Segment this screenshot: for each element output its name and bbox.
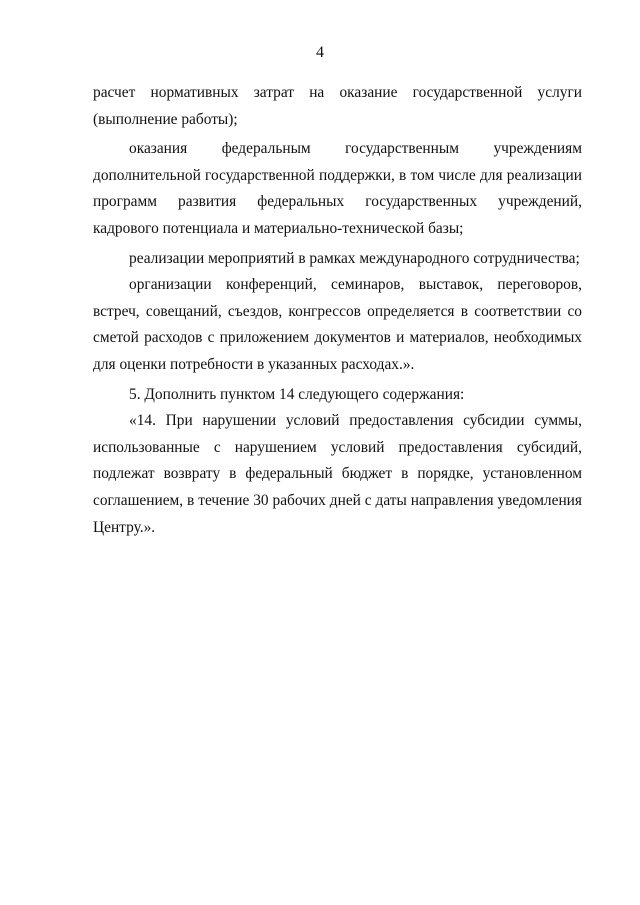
paragraph-conferences-estimate: организации конференций, семинаров, выставок, переговоров, встреч, совещаний, съездов, конгрессов определяется в соответствии со сметой расходов с приложением документов и материалов, необходимых для оценки потребности в указанных расходах.». <box>93 276 582 373</box>
paragraph-international-cooperation: реализации мероприятий в рамках международного сотрудничества; <box>129 249 580 267</box>
paragraph-clause-14: «14. При нарушении условий предоставления субсидии суммы, использованные с нарушением условий предоставления субсидий, подлежат возврату в федеральный бюджет в порядке, установленном соглашением, в течение 30 рабочих дней с даты направления уведомления Центру.». <box>93 412 582 536</box>
page-number: 4 <box>316 44 324 61</box>
document-body <box>93 80 582 541</box>
paragraph-calculation-costs: расчет нормативных затрат на оказание государственной услуги (выполнение работы); <box>93 84 582 128</box>
paragraph-additional-support: оказания федеральным государственным учреждениям дополнительной государственной поддержки, в том числе для реализации программ развития федеральных государственных учреждений, кадрового потенциала и материально-технической базы; <box>93 140 582 237</box>
paragraph-amendment-point-5: 5. Дополнить пунктом 14 следующего содержания: <box>129 385 465 403</box>
